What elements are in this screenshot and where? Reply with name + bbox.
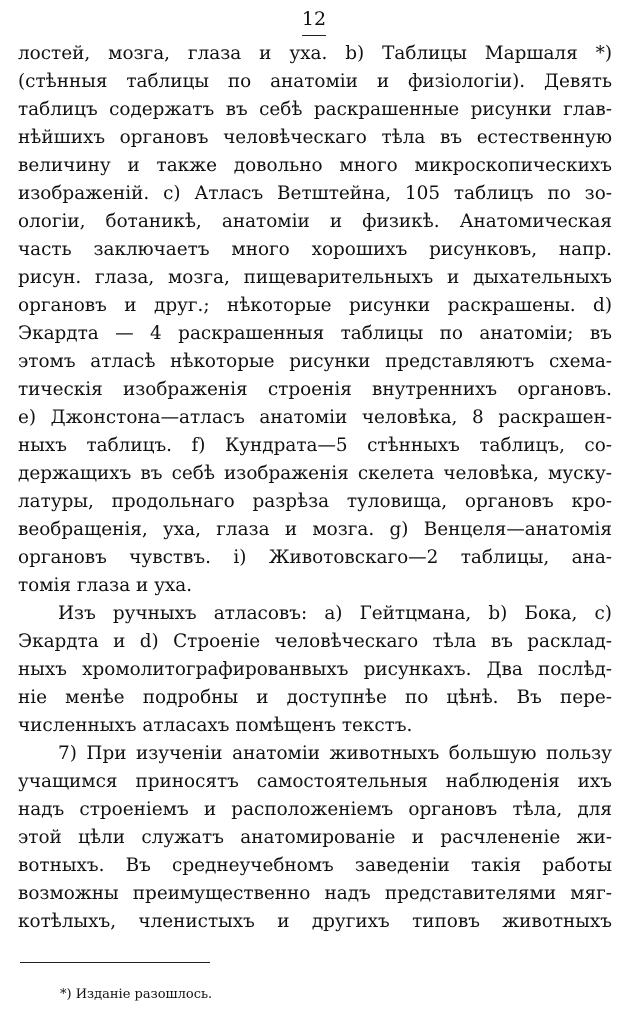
text-line: учащимся приносятъ самостоятельныя наблюденія ихъ	[18, 771, 612, 792]
text-line: рисун. глаза, мозга, пищеварительныхъ и дыхательныхъ	[18, 267, 612, 288]
text-line: томія глаза и уха.	[18, 575, 193, 596]
text-line: (стѣнныя таблицы по анатоміи и физіологіи). Девять	[18, 71, 612, 92]
text-line: Изъ ручныхъ атласовъ: a) Гейтцмана, b) Бока, c)	[58, 603, 612, 624]
footnote: *) Изданіе разошлось.	[60, 987, 213, 1002]
text-line: лостей, мозга, глаза и уха. b) Таблицы Маршаля *)	[18, 43, 612, 64]
text-line: ныхъ хромолитографированвыхъ рисункахъ. Два послѣд-	[18, 659, 612, 680]
text-line: надъ строеніемъ и расположеніемъ органовъ тѣла, для	[18, 799, 612, 820]
text-line: e) Джонстона—атласъ анатоміи человѣка, 8 раскрашен-	[18, 407, 612, 428]
text-line: тическія изображенія строенія внутреннихъ органовъ.	[18, 379, 612, 400]
text-line: таблицъ содержатъ въ себѣ раскрашенные рисунки глав-	[18, 99, 612, 120]
text-line: Экардта и d) Строеніе человѣческаго тѣла въ расклад-	[18, 631, 612, 652]
footnote-separator	[20, 962, 210, 963]
text-line: величину и также довольно много микроскопическихъ	[18, 155, 612, 176]
text-line: Экардта — 4 раскрашенныя таблицы по анатоміи; въ	[18, 323, 612, 344]
text-line: этомъ атласѣ нѣкоторые рисунки представляютъ схема-	[18, 351, 612, 372]
text-line: 7) При изученіи анатоміи животныхъ большую пользу	[58, 743, 612, 764]
page-number: 12	[301, 8, 327, 30]
page-number-underline	[302, 35, 326, 36]
text-line: часть заключаетъ много хорошихъ рисунковъ, напр.	[18, 239, 612, 260]
text-line: этой цѣли служатъ анатомированіе и расчлененіе жи-	[18, 827, 612, 848]
text-line: органовъ чувствъ. i) Животовскаго—2 таблицы, ана-	[18, 547, 612, 568]
text-line: ологіи, ботаникѣ, анатоміи и физикѣ. Анатомическая	[18, 211, 612, 232]
text-line: ныхъ таблицъ. f) Кундрата—5 стѣнныхъ таблицъ, со-	[18, 435, 612, 456]
text-line: возможны преимущественно надъ представителями мяг-	[18, 883, 612, 904]
text-line: ніе менѣе подробны и доступнѣе по цѣнѣ. Въ пере-	[18, 687, 612, 708]
text-line: веобращенія, уха, глаза и мозга. g) Венцеля—анатомія	[18, 519, 612, 540]
text-line: органовъ и друг.; нѣкоторые рисунки раскрашены. d)	[18, 295, 612, 316]
text-line: нѣйшихъ органовъ человѣческаго тѣла въ естественную	[18, 127, 612, 148]
text-line: котѣлыхъ, членистыхъ и другихъ типовъ животныхъ	[18, 911, 612, 932]
text-line: численныхъ атласахъ помѣщенъ текстъ.	[18, 715, 413, 736]
text-line: латуры, продольнаго разрѣза туловища, органовъ кро-	[18, 491, 612, 512]
text-line: вотныхъ. Въ среднеучебномъ заведеніи такія работы	[18, 855, 612, 876]
body-text	[18, 40, 612, 936]
text-line: держащихъ въ себѣ изображенія скелета человѣка, муску-	[18, 463, 612, 484]
text-line: изображеній. c) Атласъ Ветштейна, 105 таблицъ по зо-	[18, 183, 612, 204]
